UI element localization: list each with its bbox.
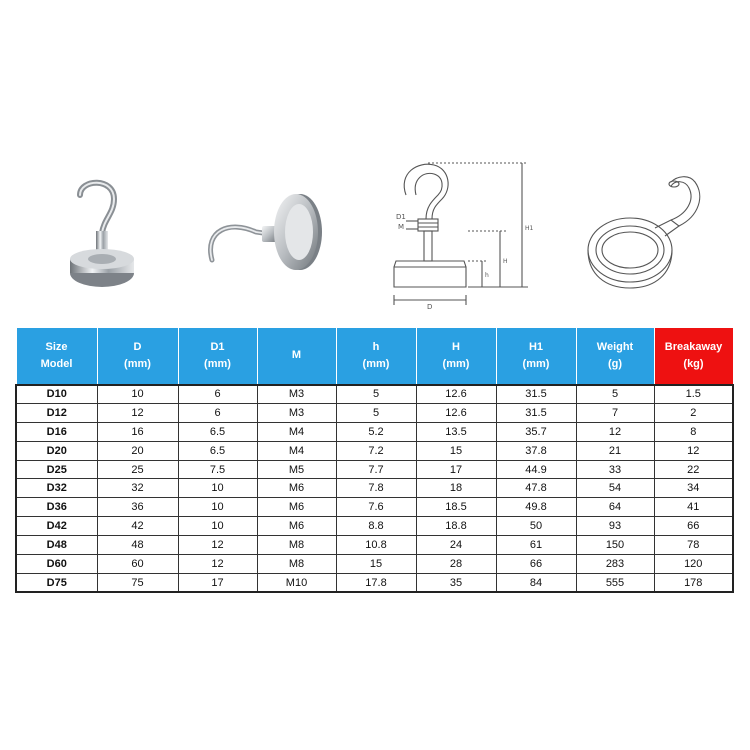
cell-weight: 555 <box>576 573 654 592</box>
cell-h1: 84 <box>496 573 576 592</box>
cell-h1: 44.9 <box>496 460 576 479</box>
header-h1: H1 (mm) <box>496 328 576 385</box>
table-row <box>16 422 733 441</box>
hook-magnet-sketch <box>575 170 725 300</box>
cell-h1: 61 <box>496 536 576 555</box>
label-d: D <box>427 303 433 311</box>
cell-d: 16 <box>97 422 178 441</box>
cell-breakaway: 2 <box>654 403 733 422</box>
cell-small-h: 8.8 <box>336 517 416 536</box>
cell-breakaway: 22 <box>654 460 733 479</box>
cell-d1: 6 <box>178 385 257 404</box>
cell-breakaway: 34 <box>654 479 733 498</box>
cell-big-h: 18.8 <box>416 517 496 536</box>
cell-d: 36 <box>97 498 178 517</box>
cell-d1: 10 <box>178 517 257 536</box>
cell-size-model: D12 <box>16 403 97 422</box>
cell-m: M6 <box>257 498 336 517</box>
cell-big-h: 12.6 <box>416 385 496 404</box>
cell-weight: 54 <box>576 479 654 498</box>
cell-d: 10 <box>97 385 178 404</box>
cell-breakaway: 41 <box>654 498 733 517</box>
cell-weight: 283 <box>576 555 654 574</box>
cell-h1: 37.8 <box>496 441 576 460</box>
cell-breakaway: 8 <box>654 422 733 441</box>
header-breakaway: Breakaway (kg) <box>654 328 733 385</box>
cell-h1: 31.5 <box>496 385 576 404</box>
cell-big-h: 12.6 <box>416 403 496 422</box>
cell-small-h: 17.8 <box>336 573 416 592</box>
cell-size-model: D16 <box>16 422 97 441</box>
cell-h1: 66 <box>496 555 576 574</box>
cell-h1: 47.8 <box>496 479 576 498</box>
cell-small-h: 7.2 <box>336 441 416 460</box>
cell-d: 60 <box>97 555 178 574</box>
cell-d: 75 <box>97 573 178 592</box>
label-h1: H1 <box>525 225 534 232</box>
cell-d1: 6.5 <box>178 441 257 460</box>
cell-h1: 31.5 <box>496 403 576 422</box>
cell-small-h: 15 <box>336 555 416 574</box>
cell-small-h: 7.8 <box>336 479 416 498</box>
cell-size-model: D20 <box>16 441 97 460</box>
cell-d: 20 <box>97 441 178 460</box>
cell-h1: 49.8 <box>496 498 576 517</box>
cell-size-model: D10 <box>16 385 97 404</box>
table-row <box>16 460 733 479</box>
spec-table <box>15 327 734 593</box>
cell-d: 12 <box>97 403 178 422</box>
cell-weight: 5 <box>576 385 654 404</box>
table-row <box>16 498 733 517</box>
cell-breakaway: 66 <box>654 517 733 536</box>
table-row <box>16 441 733 460</box>
cell-m: M3 <box>257 385 336 404</box>
cell-d1: 17 <box>178 573 257 592</box>
cell-d1: 10 <box>178 498 257 517</box>
cell-d: 42 <box>97 517 178 536</box>
table-row <box>16 517 733 536</box>
table-row <box>16 479 733 498</box>
table-row <box>16 385 733 404</box>
table-row <box>16 403 733 422</box>
cell-small-h: 10.8 <box>336 536 416 555</box>
cell-size-model: D75 <box>16 573 97 592</box>
cell-m: M3 <box>257 403 336 422</box>
header-size-model: Size Model <box>16 328 97 385</box>
cell-small-h: 7.6 <box>336 498 416 517</box>
cell-m: M8 <box>257 536 336 555</box>
cell-small-h: 5.2 <box>336 422 416 441</box>
label-m: M <box>398 223 405 231</box>
cell-big-h: 28 <box>416 555 496 574</box>
cell-weight: 150 <box>576 536 654 555</box>
label-small-h: h <box>485 272 489 279</box>
hook-magnet-photo-front <box>62 175 142 300</box>
header-d1: D1 (mm) <box>178 328 257 385</box>
cell-breakaway: 1.5 <box>654 385 733 404</box>
table-row <box>16 536 733 555</box>
header-d: D (mm) <box>97 328 178 385</box>
cell-size-model: D25 <box>16 460 97 479</box>
cell-breakaway: 12 <box>654 441 733 460</box>
cell-breakaway: 78 <box>654 536 733 555</box>
cell-m: M4 <box>257 422 336 441</box>
cell-small-h: 5 <box>336 403 416 422</box>
cell-small-h: 5 <box>336 385 416 404</box>
cell-d1: 6 <box>178 403 257 422</box>
cell-size-model: D48 <box>16 536 97 555</box>
cell-d1: 12 <box>178 555 257 574</box>
technical-drawing <box>388 155 538 320</box>
cell-breakaway: 178 <box>654 573 733 592</box>
cell-big-h: 13.5 <box>416 422 496 441</box>
cell-big-h: 17 <box>416 460 496 479</box>
cell-big-h: 35 <box>416 573 496 592</box>
cell-big-h: 15 <box>416 441 496 460</box>
table-body <box>16 385 733 593</box>
cell-weight: 7 <box>576 403 654 422</box>
cell-d1: 10 <box>178 479 257 498</box>
cell-weight: 64 <box>576 498 654 517</box>
cell-d1: 6.5 <box>178 422 257 441</box>
header-big-h: H (mm) <box>416 328 496 385</box>
cell-weight: 12 <box>576 422 654 441</box>
cell-size-model: D32 <box>16 479 97 498</box>
label-d1: D1 <box>396 213 406 221</box>
cell-size-model: D36 <box>16 498 97 517</box>
cell-m: M5 <box>257 460 336 479</box>
cell-big-h: 18.5 <box>416 498 496 517</box>
header-m: M <box>257 328 336 385</box>
cell-d1: 7.5 <box>178 460 257 479</box>
cell-small-h: 7.7 <box>336 460 416 479</box>
cell-m: M10 <box>257 573 336 592</box>
cell-weight: 93 <box>576 517 654 536</box>
cell-d1: 12 <box>178 536 257 555</box>
cell-d: 32 <box>97 479 178 498</box>
table-row <box>16 555 733 574</box>
header-small-h: h (mm) <box>336 328 416 385</box>
table-row <box>16 573 733 592</box>
product-images <box>0 150 750 320</box>
cell-m: M8 <box>257 555 336 574</box>
cell-m: M6 <box>257 479 336 498</box>
cell-breakaway: 120 <box>654 555 733 574</box>
cell-weight: 33 <box>576 460 654 479</box>
cell-d: 25 <box>97 460 178 479</box>
cell-size-model: D42 <box>16 517 97 536</box>
cell-d: 48 <box>97 536 178 555</box>
cell-h1: 50 <box>496 517 576 536</box>
label-big-h: H <box>503 258 508 265</box>
cell-big-h: 18 <box>416 479 496 498</box>
cell-weight: 21 <box>576 441 654 460</box>
cell-size-model: D60 <box>16 555 97 574</box>
cell-h1: 35.7 <box>496 422 576 441</box>
cell-big-h: 24 <box>416 536 496 555</box>
header-weight: Weight (g) <box>576 328 654 385</box>
hook-magnet-photo-side <box>200 190 330 290</box>
cell-m: M6 <box>257 517 336 536</box>
cell-m: M4 <box>257 441 336 460</box>
header-row <box>16 328 733 385</box>
